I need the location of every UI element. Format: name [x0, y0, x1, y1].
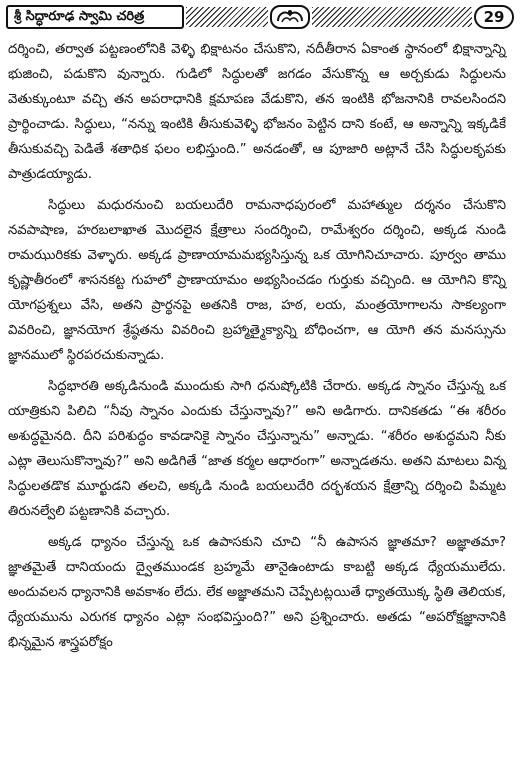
paragraph: సిద్ధభారతి అక్కడినుండి ముందుకు సాగి ధనుష్కోటికి చేరారు. అక్కడ స్నానం చేస్తున్న ఒక యాత్రికుని పిలిచి “నీవు స్నానం ఎందుకు చేస్తున్నావు?” అని అడిగారు. దానికతడు “ఈ శరీరం అశుద్ధమైనది. దీని పరిశుద్ధం కావడానికై స్నానం చేస్తున్నాను” అన్నాడు. “శరీరం అశుద్ధమని నీకు ఎట్లా తెలుసుకొన్నావు?” అని అడిగితే “జాత కర్మల ఆధారంగా” అన్నాడతను. అతని మాటలు విన్న సిద్ధులతడొక మూర్ఖుడని తలచి, అక్కడి నుండి బయలుదేరి దర్భశయన క్షేత్రాన్ని దర్శించి పిమ్మట తిరునల్వేలి పట్టణానికి వచ్చారు.	[8, 379, 506, 519]
page-header	[6, 5, 514, 31]
header-hatch-right	[312, 7, 472, 27]
paragraph: సిద్ధులు మధురనుంచి బయలుదేరి రామనాధపురంలో మహాత్ముల దర్శనం చేసుకొని నవపాషాణ, హరబలాఖాత మొదలైన క్షేత్రాలు సందర్శించి, రామేశ్వరం దర్శించి, అక్కడ నుండి రామఝురికకు వెళ్ళారు. అక్కడ ప్రాణాయామమభ్యసిస్తున్న ఒక యోగినిచూచారు. పూర్వం తాము కృష్ణాతీరంలో శాసనకట్ట గుహలో ప్రాణాయామం అభ్యసించడం గుర్తుకు వచ్చింది. ఆ యోగిని కొన్ని యోగప్రశ్నలు వేసి, అతని ప్రార్థనపై అతనికి రాజ, హఠ, లయ, మంత్రయోగాలను సాకల్యంగా వివరించి, జ్ఞానయోగ శ్రేష్ఠతను వివరించి బ్రహ్మాత్మైక్యాన్ని బోధించగా, ఆ యోగి తన మనస్సును జ్ఞానములో స్థిరపరచుకున్నాడు.	[8, 198, 506, 363]
ornamental-emblem-icon	[270, 5, 310, 29]
body-text	[8, 37, 506, 655]
book-title: శ్రీ సిద్ధారూఢ స్వామి చరిత్ర	[6, 5, 184, 29]
paragraph: అక్కడ ధ్యానం చేస్తున్న ఒక ఉపాసకుని చూచి “నీ ఉపాసన జ్ఞాతమా? అజ్ఞాతమా? జ్ఞాతమైతే దానియందు ద్వైతముండక బ్రహ్మమే తానైఉంటాడు కాబట్టి అక్కడ ధ్యేయములేదు. అందువలన ధ్యానానికి అవకాశం లేదు. లేక అజ్ఞాతమని చెప్పేటట్లయితే ధ్యాతయొక్క స్థితి తెలియక, ధ్యేయమును ఎరుగక ధ్యానం ఎట్లా సంభవిస్తుంది?” అని ప్రశ్నించారు. అతడు “అపరోక్షజ్ఞానానికి భిన్నమైన శాస్త్రపరోక్షం	[8, 535, 506, 650]
page-number: 29	[474, 5, 514, 29]
paragraph: దర్శించి, తర్వాత పట్టణంలోనికి వెళ్ళి భిక్షాటనం చేసుకొని, నదీతీరాన ఏకాంత స్థానంలో భిక్షాన్నాన్ని భుజించి, పడుకొని వున్నారు. గుడిలో సిద్ధులతో జగడం వేసుకొన్న ఆ అర్చకుడు సిద్ధులను వెతుక్కుంటూ వచ్చి తన అపరాధానికి క్షమాపణ వేడుకొని, తన ఇంటికి భోజనానికి రావలసిందని ప్రార్థించాడు. సిద్ధులు, “నన్ను ఇంటికి తీసుకువెళ్ళి భోజనం పెట్టిన దాని కంటే, ఆ అన్నాన్ని ఇక్కడికే తీసుకువచ్చి పెడితే శతాధిక ఫలం లభిస్తుంది.” అనడంతో, ఆ పూజారి అట్లానే చేసి సిద్ధులకృపకు పాత్రుడయ్యాడు.	[8, 42, 506, 182]
header-hatch-left	[186, 7, 268, 27]
